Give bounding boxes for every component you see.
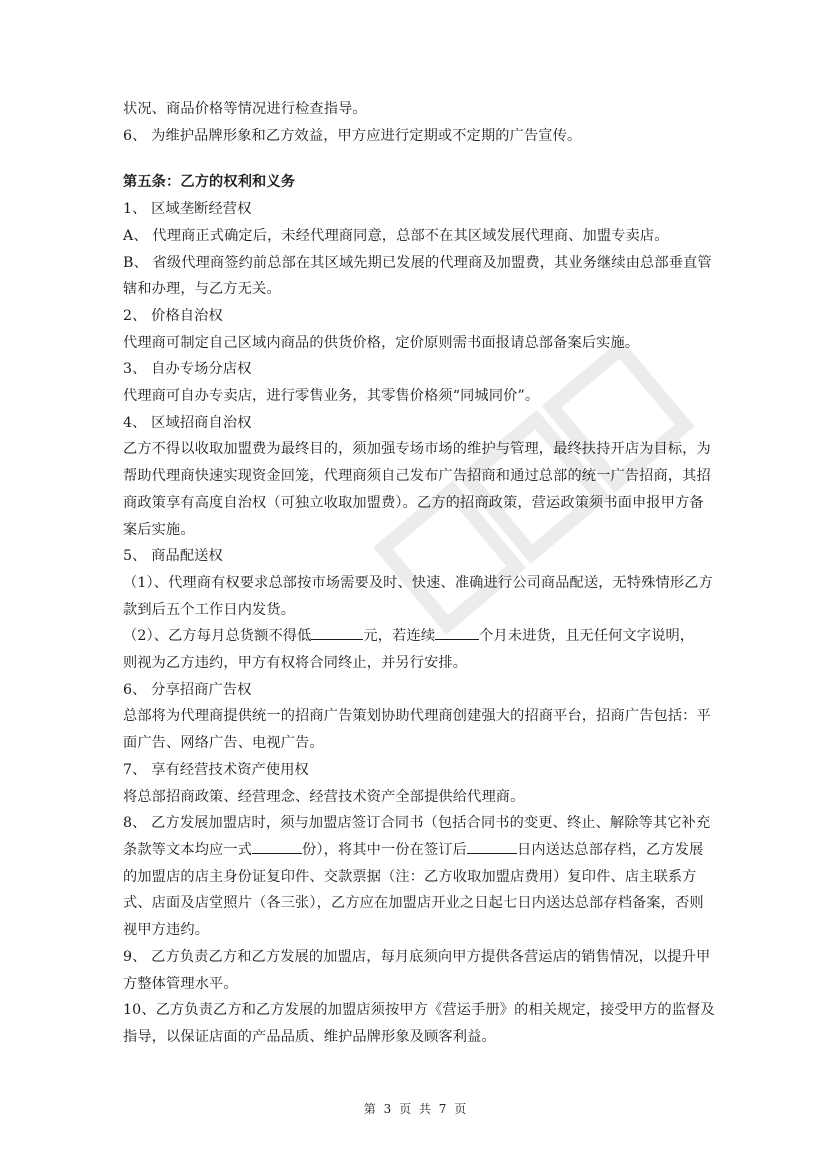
text-line: 视甲方违约。 (123, 922, 210, 939)
text-line: 总部将为代理商提供统一的招商广告策划协助代理商创建强大的招商平台，招商广告包括：平 (123, 708, 711, 725)
text-line: 状况、商品价格等情况进行检查指导。 (123, 101, 367, 117)
text-line: 代理商可自办专卖店，进行零售业务，其零售价格须“同城同价”。 (123, 388, 540, 405)
text-line: 7、 享有经营技术资产使用权 (123, 761, 309, 778)
fill-in-blank (467, 839, 517, 854)
text-line: 将总部招商政策、经营理念、经营技术资产全部提供给代理商。 (123, 788, 525, 805)
text-line: 10、乙方负责乙方和乙方发展的加盟店须按甲方《营运手册》的相关规定，接受甲方的监督及 (123, 1002, 715, 1019)
text-segment: 条款等文本均应一式 (123, 841, 253, 858)
document-body (123, 96, 713, 1051)
text-line: 5、 商品配送权 (123, 548, 223, 565)
text-line: 代理商可制定自己区域内商品的供货价格，定价原则需书面报请总部备案后实施。 (123, 334, 640, 351)
text-line: 款到后五个工作日内发货。 (123, 601, 296, 618)
text-line: 方整体管理水平。 (123, 975, 238, 992)
text-line: A、 代理商正式确定后，未经代理商同意，总部不在其区域发展代理商、加盟专卖店。 (123, 227, 669, 244)
total-label: 共 (418, 1102, 431, 1116)
total-unit: 页 (454, 1102, 467, 1116)
text-line: 辖和办理，与乙方无关。 (123, 281, 281, 298)
text-line: 案后实施。 (123, 521, 195, 538)
fill-in-blank (252, 839, 302, 854)
text-line: 2、 价格自治权 (123, 307, 223, 324)
text-line: 面广告、网络广告、电视广告。 (123, 735, 324, 752)
text-line: 则视为乙方违约，甲方有权将合同终止，并另行安排。 (123, 655, 468, 672)
text-line: 9、 乙方负责乙方和乙方发展的加盟店，每月底须向甲方提供各营运店的销售情况，以提升甲 (123, 948, 711, 965)
text-line: 商政策享有高度自治权（可独立收取加盟费）。乙方的招商政策，营运政策须书面申报甲方备 (123, 494, 704, 511)
text-line: 乙方不得以收取加盟费为最终目的，须加强专场市场的维护与管理，最终扶持开店为目标，为 (123, 441, 711, 458)
page-label: 第 (363, 1102, 376, 1116)
fill-in-blank (435, 625, 479, 640)
text-line: 式、店面及店堂照片（各三张），乙方应在加盟店开业之日起七日内送达总部存档备案，否则 (123, 895, 704, 912)
text-segment: 个月未进货，且无任何文字说明， (479, 628, 695, 645)
text-line: 1、 区域垄断经营权 (123, 201, 252, 218)
text-segment: （2）、乙方每月总货额不得低 (123, 628, 312, 645)
text-line: 6、 为维护品牌形象和乙方效益，甲方应进行定期或不定期的广告宣传。 (123, 127, 582, 144)
text-line: 8、 乙方发展加盟店时，须与加盟店签订合同书（包括合同书的变更、终止、解除等其它补充 (123, 815, 711, 832)
text-line: （1）、代理商有权要求总部按市场需要及时、快速、准确进行公司商品配送，无特殊情形乙方 (123, 574, 713, 591)
text-line: 指导，以保证店面的产品品质、维护品牌形象及顾客利益。 (123, 1028, 496, 1045)
page-unit: 页 (399, 1102, 412, 1116)
text-segment: 日内送达总部存档，乙方发展 (517, 841, 704, 858)
page-current: 3 (383, 1102, 392, 1116)
fill-in-blank (311, 625, 363, 640)
text-line: 6、 分享招商广告权 (123, 681, 252, 698)
text-line-with-blanks (123, 837, 713, 864)
page-footer (0, 1100, 830, 1117)
text-line-with-blanks (123, 623, 713, 650)
text-line: B、 省级代理商签约前总部在其区域先期已发展的代理商及加盟费，其业务继续由总部垂直管 (123, 254, 712, 271)
text-segment: 元，若连续 (363, 628, 436, 645)
section-heading: 第五条：乙方的权利和义务 (123, 174, 296, 191)
text-segment: 份），将其中一份在签订后 (302, 841, 467, 858)
text-line: 3、 自办专场分店权 (123, 361, 252, 378)
text-line: 帮助代理商快速实现资金回笼，代理商须自己发布广告招商和通过总部的统一广告招商，其招 (123, 468, 711, 485)
page-total: 7 (438, 1102, 447, 1116)
text-line: 的加盟店的店主身份证复印件、交款票据（注：乙方收取加盟店费用）复印件、店主联系方 (123, 868, 697, 885)
text-line: 4、 区域招商自治权 (123, 414, 252, 431)
